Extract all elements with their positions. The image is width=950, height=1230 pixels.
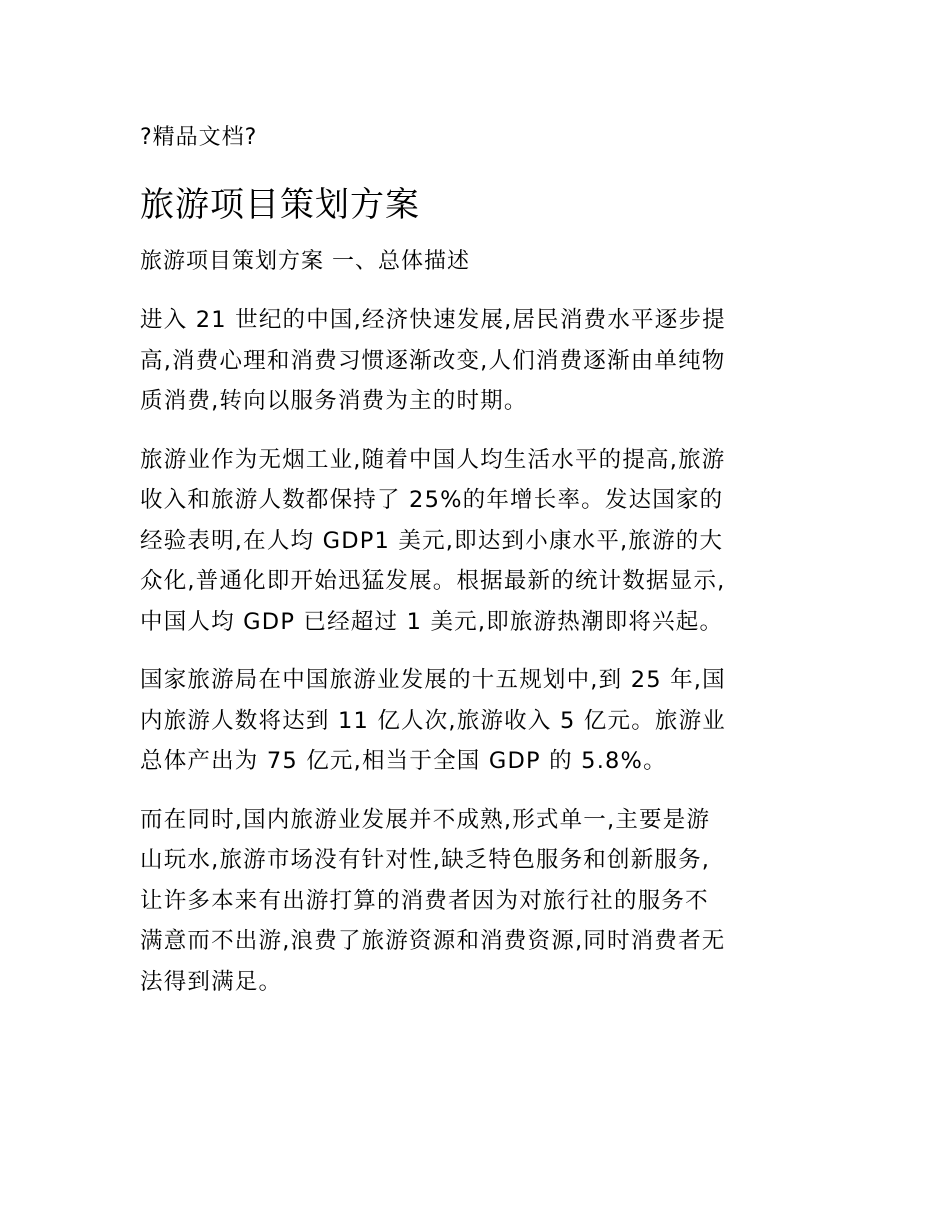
paragraph-2 [140, 440, 812, 643]
paragraph-3 [140, 660, 812, 782]
paragraph-line: 内旅游人数将达到 11 亿人次,旅游收入 5 亿元。旅游业 [140, 707, 727, 734]
document-title: 旅游项目策划方案 [140, 185, 420, 225]
paragraph-line: 总体产出为 75 亿元,相当于全国 GDP 的 5.8%。 [140, 748, 667, 774]
paragraph-line: 山玩水,旅游市场没有针对性,缺乏特色服务和创新服务, [140, 847, 711, 873]
paragraph-line: 进入 21 世纪的中国,经济快速发展,居民消费水平逐步提 [140, 307, 726, 333]
document-page [140, 118, 812, 1002]
paragraph-line: 质消费,转向以服务消费为主的时期。 [140, 388, 528, 414]
paragraph-line: 法得到满足。 [140, 968, 283, 995]
paragraph-4 [140, 800, 812, 1003]
paragraph-line: 满意而不出游,浪费了旅游资源和消费资源,同时消费者无 [140, 928, 726, 954]
paragraph-line: 让许多本来有出游打算的消费者因为对旅行社的服务不 [140, 887, 709, 914]
paragraph-line: 国家旅游局在中国旅游业发展的十五规划中,到 25 年,国 [140, 667, 726, 693]
paragraph-line: 众化,普通化即开始迅猛发展。根据最新的统计数据显示, [140, 568, 726, 594]
section-subtitle: 旅游项目策划方案 一、总体描述 [140, 249, 470, 274]
paragraph-line: 而在同时,国内旅游业发展并不成熟,形式单一,主要是游 [140, 806, 711, 833]
paragraph-line: 旅游业作为无烟工业,随着中国人均生活水平的提高,旅游 [140, 446, 726, 473]
paragraph-1 [140, 300, 812, 422]
paragraph-line: 收入和旅游人数都保持了 25%的年增长率。发达国家的 [140, 487, 724, 513]
header-mark: ?精品文档? [140, 125, 258, 150]
paragraph-line: 中国人均 GDP 已经超过 1 美元,即旅游热潮即将兴起。 [140, 608, 724, 635]
paragraph-line: 经验表明,在人均 GDP1 美元,即达到小康水平,旅游的大 [140, 527, 724, 554]
paragraph-line: 高,消费心理和消费习惯逐渐改变,人们消费逐渐由单纯物 [140, 347, 726, 374]
